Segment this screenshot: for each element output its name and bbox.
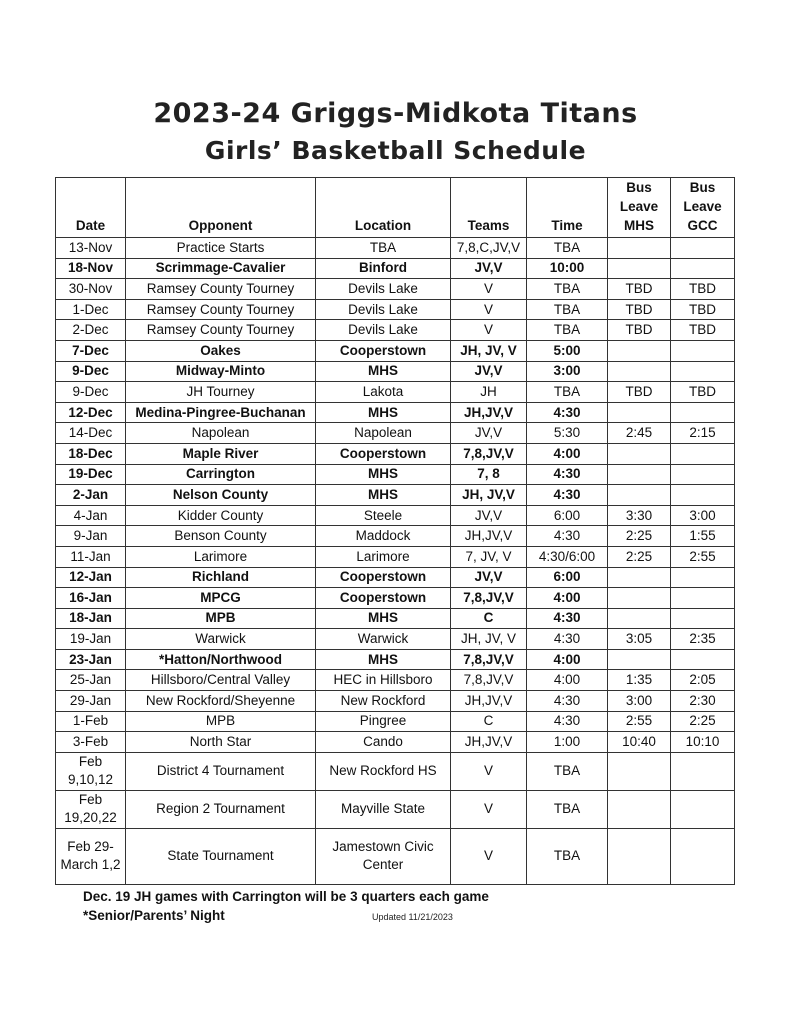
location-cell: Lakota: [316, 382, 451, 403]
time-cell: 4:30/6:00: [527, 546, 608, 567]
time-cell: TBA: [527, 299, 608, 320]
table-row: [56, 299, 735, 320]
teams-cell: JH, JV,V: [451, 485, 527, 506]
location-cell: Jamestown Civic Center: [316, 828, 451, 884]
location-cell: Mayville State: [316, 790, 451, 828]
date-cell: 19-Dec: [56, 464, 126, 485]
schedule-table: [55, 177, 735, 885]
date-cell: 11-Jan: [56, 546, 126, 567]
date-cell: 16-Jan: [56, 588, 126, 609]
teams-cell: JV,V: [451, 361, 527, 382]
bus-leave-gcc-cell: 2:15: [671, 423, 735, 444]
bus-leave-gcc-cell: 2:35: [671, 629, 735, 650]
bus-leave-mhs-cell: [608, 361, 671, 382]
column-header-date: Date: [56, 178, 126, 238]
bus-leave-gcc-cell: [671, 588, 735, 609]
opponent-cell: Medina-Pingree-Buchanan: [126, 402, 316, 423]
time-cell: TBA: [527, 790, 608, 828]
column-header-opponent: Opponent: [126, 178, 316, 238]
bus-leave-gcc-cell: 2:05: [671, 670, 735, 691]
bus-leave-gcc-cell: TBD: [671, 382, 735, 403]
location-cell: Cooperstown: [316, 567, 451, 588]
date-cell: 1-Dec: [56, 299, 126, 320]
bus-leave-gcc-cell: 10:10: [671, 732, 735, 753]
location-cell: Larimore: [316, 546, 451, 567]
bus-leave-mhs-cell: [608, 828, 671, 884]
opponent-cell: Midway-Minto: [126, 361, 316, 382]
opponent-cell: Oakes: [126, 340, 316, 361]
table-row: [56, 402, 735, 423]
schedule-subtitle: Girls’ Basketball Schedule: [204, 136, 587, 165]
time-cell: TBA: [527, 752, 608, 790]
opponent-cell: Scrimmage-Cavalier: [126, 258, 316, 279]
opponent-cell: Napolean: [126, 423, 316, 444]
teams-cell: 7,8,JV,V: [451, 649, 527, 670]
bus-leave-gcc-cell: [671, 828, 735, 884]
bus-leave-mhs-cell: TBD: [608, 279, 671, 300]
opponent-cell: Benson County: [126, 526, 316, 547]
bus-leave-gcc-cell: [671, 402, 735, 423]
location-cell: MHS: [316, 608, 451, 629]
time-cell: TBA: [527, 320, 608, 341]
time-cell: TBA: [527, 238, 608, 259]
teams-cell: 7,8,JV,V: [451, 670, 527, 691]
teams-cell: 7, JV, V: [451, 546, 527, 567]
table-row: [56, 505, 735, 526]
bus-leave-mhs-cell: [608, 649, 671, 670]
teams-cell: JH,JV,V: [451, 691, 527, 712]
location-cell: Devils Lake: [316, 299, 451, 320]
teams-cell: JH,JV,V: [451, 402, 527, 423]
bus-leave-mhs-cell: TBD: [608, 299, 671, 320]
table-row: [56, 546, 735, 567]
bus-leave-mhs-cell: 3:00: [608, 691, 671, 712]
bus-leave-mhs-cell: [608, 443, 671, 464]
date-cell: 7-Dec: [56, 340, 126, 361]
bus-leave-gcc-cell: [671, 464, 735, 485]
teams-cell: V: [451, 790, 527, 828]
teams-cell: 7, 8: [451, 464, 527, 485]
bus-leave-gcc-cell: [671, 238, 735, 259]
table-row: [56, 567, 735, 588]
bus-leave-mhs-cell: [608, 752, 671, 790]
teams-cell: C: [451, 711, 527, 732]
bus-leave-mhs-cell: [608, 238, 671, 259]
bus-leave-mhs-cell: [608, 402, 671, 423]
table-row: [56, 828, 735, 884]
table-row: [56, 279, 735, 300]
date-cell: 14-Dec: [56, 423, 126, 444]
time-cell: 3:00: [527, 361, 608, 382]
time-cell: 4:30: [527, 711, 608, 732]
opponent-cell: JH Tourney: [126, 382, 316, 403]
teams-cell: 7,8,C,JV,V: [451, 238, 527, 259]
opponent-cell: Larimore: [126, 546, 316, 567]
teams-cell: 7,8,JV,V: [451, 443, 527, 464]
bus-leave-mhs-cell: 10:40: [608, 732, 671, 753]
bus-leave-mhs-cell: 3:05: [608, 629, 671, 650]
bus-leave-gcc-cell: 2:30: [671, 691, 735, 712]
date-cell: 1-Feb: [56, 711, 126, 732]
teams-cell: 7,8,JV,V: [451, 588, 527, 609]
time-cell: 1:00: [527, 732, 608, 753]
bus-leave-gcc-cell: [671, 361, 735, 382]
location-cell: Napolean: [316, 423, 451, 444]
bus-leave-gcc-cell: 2:25: [671, 711, 735, 732]
time-cell: 10:00: [527, 258, 608, 279]
time-cell: 4:30: [527, 464, 608, 485]
opponent-cell: Carrington: [126, 464, 316, 485]
bus-leave-mhs-cell: 2:25: [608, 526, 671, 547]
teams-cell: V: [451, 299, 527, 320]
teams-cell: V: [451, 752, 527, 790]
time-cell: 4:00: [527, 588, 608, 609]
location-cell: Cooperstown: [316, 443, 451, 464]
time-cell: 4:30: [527, 691, 608, 712]
updated-date: Updated 11/21/2023: [372, 912, 453, 922]
bus-leave-mhs-cell: [608, 485, 671, 506]
table-row: [56, 691, 735, 712]
date-cell: 4-Jan: [56, 505, 126, 526]
location-cell: MHS: [316, 402, 451, 423]
time-cell: 4:30: [527, 526, 608, 547]
bus-leave-mhs-cell: 3:30: [608, 505, 671, 526]
date-cell: 18-Dec: [56, 443, 126, 464]
column-header-bus-leave-mhs: Bus Leave MHS: [608, 178, 671, 238]
table-row: [56, 238, 735, 259]
bus-leave-gcc-cell: [671, 258, 735, 279]
footnote-senior-night: *Senior/Parents’ Night: [83, 908, 225, 923]
opponent-cell: District 4 Tournament: [126, 752, 316, 790]
table-row: [56, 711, 735, 732]
teams-cell: V: [451, 279, 527, 300]
date-cell: Feb 9,10,12: [56, 752, 126, 790]
teams-cell: V: [451, 828, 527, 884]
time-cell: 4:00: [527, 443, 608, 464]
opponent-cell: MPB: [126, 711, 316, 732]
bus-leave-mhs-cell: 1:35: [608, 670, 671, 691]
column-header-bus-leave-gcc: Bus Leave GCC: [671, 178, 735, 238]
bus-leave-mhs-cell: 2:25: [608, 546, 671, 567]
date-cell: 18-Nov: [56, 258, 126, 279]
teams-cell: JH: [451, 382, 527, 403]
bus-leave-mhs-cell: [608, 588, 671, 609]
opponent-cell: Richland: [126, 567, 316, 588]
time-cell: 4:00: [527, 649, 608, 670]
table-row: [56, 340, 735, 361]
opponent-cell: Hillsboro/Central Valley: [126, 670, 316, 691]
bus-leave-mhs-cell: [608, 340, 671, 361]
location-cell: MHS: [316, 649, 451, 670]
table-row: [56, 629, 735, 650]
column-header-time: Time: [527, 178, 608, 238]
bus-leave-gcc-cell: TBD: [671, 279, 735, 300]
bus-leave-gcc-cell: [671, 790, 735, 828]
footnote-carrington: Dec. 19 JH games with Carrington will be 3 quarters each game: [83, 889, 489, 904]
teams-cell: C: [451, 608, 527, 629]
location-cell: New Rockford HS: [316, 752, 451, 790]
date-cell: 2-Dec: [56, 320, 126, 341]
teams-cell: JH,JV,V: [451, 732, 527, 753]
table-row: [56, 423, 735, 444]
time-cell: 5:00: [527, 340, 608, 361]
table-row: [56, 485, 735, 506]
bus-leave-gcc-cell: [671, 340, 735, 361]
bus-leave-mhs-cell: [608, 258, 671, 279]
table-row: [56, 670, 735, 691]
date-cell: 23-Jan: [56, 649, 126, 670]
teams-cell: JH, JV, V: [451, 340, 527, 361]
bus-leave-gcc-cell: [671, 567, 735, 588]
table-row: [56, 258, 735, 279]
time-cell: 5:30: [527, 423, 608, 444]
table-row: [56, 608, 735, 629]
opponent-cell: North Star: [126, 732, 316, 753]
bus-leave-mhs-cell: [608, 608, 671, 629]
date-cell: 29-Jan: [56, 691, 126, 712]
teams-cell: JH,JV,V: [451, 526, 527, 547]
time-cell: 6:00: [527, 567, 608, 588]
teams-cell: JV,V: [451, 423, 527, 444]
date-cell: 18-Jan: [56, 608, 126, 629]
bus-leave-mhs-cell: TBD: [608, 382, 671, 403]
location-cell: Maddock: [316, 526, 451, 547]
date-cell: 3-Feb: [56, 732, 126, 753]
opponent-cell: State Tournament: [126, 828, 316, 884]
location-cell: Pingree: [316, 711, 451, 732]
opponent-cell: MPB: [126, 608, 316, 629]
schedule-rows: [56, 238, 735, 885]
time-cell: 4:30: [527, 629, 608, 650]
opponent-cell: Region 2 Tournament: [126, 790, 316, 828]
bus-leave-mhs-cell: 2:55: [608, 711, 671, 732]
location-cell: Cooperstown: [316, 588, 451, 609]
teams-cell: JV,V: [451, 567, 527, 588]
location-cell: MHS: [316, 485, 451, 506]
teams-cell: JV,V: [451, 505, 527, 526]
table-row: [56, 588, 735, 609]
header-row: [56, 178, 735, 238]
time-cell: 4:30: [527, 485, 608, 506]
schedule-title: 2023-24 Griggs-Midkota Titans: [153, 98, 638, 129]
opponent-cell: Kidder County: [126, 505, 316, 526]
location-cell: MHS: [316, 361, 451, 382]
location-cell: HEC in Hillsboro: [316, 670, 451, 691]
teams-cell: JH, JV, V: [451, 629, 527, 650]
opponent-cell: MPCG: [126, 588, 316, 609]
date-cell: Feb 19,20,22: [56, 790, 126, 828]
bus-leave-gcc-cell: [671, 608, 735, 629]
table-row: [56, 790, 735, 828]
time-cell: 6:00: [527, 505, 608, 526]
table-row: [56, 732, 735, 753]
location-cell: Steele: [316, 505, 451, 526]
location-cell: Devils Lake: [316, 279, 451, 300]
bus-leave-mhs-cell: [608, 790, 671, 828]
table-row: [56, 752, 735, 790]
bus-leave-gcc-cell: TBD: [671, 320, 735, 341]
bus-leave-gcc-cell: [671, 649, 735, 670]
bus-leave-gcc-cell: 1:55: [671, 526, 735, 547]
opponent-cell: Practice Starts: [126, 238, 316, 259]
date-cell: 12-Jan: [56, 567, 126, 588]
time-cell: TBA: [527, 828, 608, 884]
date-cell: 9-Dec: [56, 382, 126, 403]
bus-leave-gcc-cell: 2:55: [671, 546, 735, 567]
location-cell: Cando: [316, 732, 451, 753]
table-row: [56, 443, 735, 464]
time-cell: 4:30: [527, 608, 608, 629]
bus-leave-mhs-cell: TBD: [608, 320, 671, 341]
table-row: [56, 526, 735, 547]
opponent-cell: Ramsey County Tourney: [126, 279, 316, 300]
table-row: [56, 320, 735, 341]
location-cell: MHS: [316, 464, 451, 485]
date-cell: 2-Jan: [56, 485, 126, 506]
teams-cell: JV,V: [451, 258, 527, 279]
date-cell: 13-Nov: [56, 238, 126, 259]
bus-leave-mhs-cell: [608, 567, 671, 588]
time-cell: TBA: [527, 382, 608, 403]
opponent-cell: Nelson County: [126, 485, 316, 506]
bus-leave-gcc-cell: [671, 752, 735, 790]
date-cell: 9-Jan: [56, 526, 126, 547]
time-cell: 4:30: [527, 402, 608, 423]
date-cell: 25-Jan: [56, 670, 126, 691]
opponent-cell: Warwick: [126, 629, 316, 650]
opponent-cell: *Hatton/Northwood: [126, 649, 316, 670]
bus-leave-mhs-cell: [608, 464, 671, 485]
date-cell: 9-Dec: [56, 361, 126, 382]
bus-leave-mhs-cell: 2:45: [608, 423, 671, 444]
table-row: [56, 382, 735, 403]
table-row: [56, 649, 735, 670]
date-cell: 19-Jan: [56, 629, 126, 650]
bus-leave-gcc-cell: TBD: [671, 299, 735, 320]
column-header-teams: Teams: [451, 178, 527, 238]
table-row: [56, 464, 735, 485]
opponent-cell: Ramsey County Tourney: [126, 320, 316, 341]
bus-leave-gcc-cell: [671, 485, 735, 506]
location-cell: Devils Lake: [316, 320, 451, 341]
date-cell: Feb 29-March 1,2: [56, 828, 126, 884]
location-cell: New Rockford: [316, 691, 451, 712]
column-header-location: Location: [316, 178, 451, 238]
date-cell: 12-Dec: [56, 402, 126, 423]
opponent-cell: Ramsey County Tourney: [126, 299, 316, 320]
teams-cell: V: [451, 320, 527, 341]
time-cell: 4:00: [527, 670, 608, 691]
location-cell: TBA: [316, 238, 451, 259]
location-cell: Warwick: [316, 629, 451, 650]
opponent-cell: New Rockford/Sheyenne: [126, 691, 316, 712]
bus-leave-gcc-cell: 3:00: [671, 505, 735, 526]
location-cell: Binford: [316, 258, 451, 279]
opponent-cell: Maple River: [126, 443, 316, 464]
date-cell: 30-Nov: [56, 279, 126, 300]
bus-leave-gcc-cell: [671, 443, 735, 464]
table-row: [56, 361, 735, 382]
time-cell: TBA: [527, 279, 608, 300]
location-cell: Cooperstown: [316, 340, 451, 361]
